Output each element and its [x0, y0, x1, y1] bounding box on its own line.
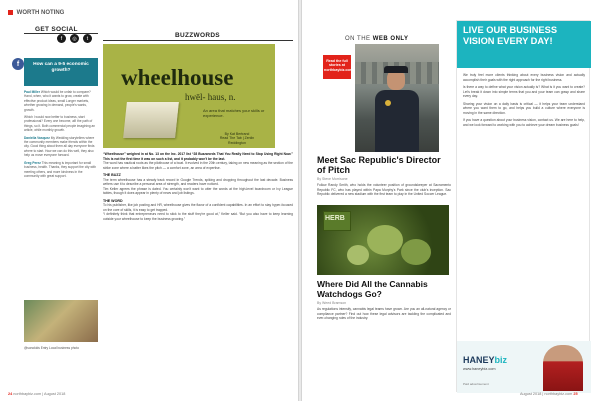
- paragraph: To his publisher, like job posting and HR, wheelhouse gives the flavor of a confident capabilities. In an effort to stay hyper-focused on the core of skills, it is easy to get trapped.: [103, 203, 293, 212]
- bud-graphic: [347, 245, 369, 265]
- haney-logo: HANEYbiz: [463, 355, 508, 365]
- buzzwords-title: BUZZWORDS: [175, 32, 220, 39]
- ad-footer: [457, 341, 591, 393]
- social-post: Daniella Vasquez My Wedding storytellers where the community members make friends within the city. Good thing about them all day everyone finds where to start. How we can do this well, they also help us move everyone forward.: [24, 135, 95, 158]
- instagram-photo: [24, 300, 98, 342]
- divider: [103, 40, 293, 41]
- instagram-caption: @sonokids Entry Local business photo: [24, 346, 79, 350]
- story2-body: As regulations intensify, cannabis legal teams have grown. Are you an all-natural agency or compliance partner? Find out how these legal advisors are tackling the complicated and ever-changing rules of the industry.: [317, 307, 451, 320]
- paragraph: We truly feel more clients thinking about every business vision and actually accomplish their goals with the right approach for the right business.: [463, 73, 585, 82]
- paragraph: The word has nautical roots as the pilothouse of a boat. It evolved in the 20th century, taking on new meaning as the section of the strike zone where a batter likes the pitch — a comfort zone, an area of expertise.: [103, 161, 293, 170]
- page-footer-left: 24 northbaybiz.com | August 2018: [8, 392, 66, 396]
- social-feed: [24, 90, 98, 181]
- paragraph: If you have a question about your business vision, contact us. We are here to help, and we look forward to working with you to achieve your dream business goals!: [463, 118, 585, 127]
- subheading: THE WORD: [103, 198, 123, 203]
- story1-body: Follow Randy Smith, who holds the volunteer position of groundskeeper at Sacramento Republic FC, who has played within Papa Murphy's Park since the club's inception. Sac Republic delivered a new stadium with the first team to play in the United Soccer League.: [317, 183, 451, 196]
- badge-icon: [385, 100, 391, 106]
- ad-body: [463, 73, 585, 130]
- page-footer-right: August 2018 | northbaybiz.com 25: [520, 392, 578, 396]
- story1-byline: By Steve Morrisone: [317, 177, 348, 181]
- social-post: Greg Perez This meaning is important for small business, health. Thanks, they support the city with meeting others, and more kindness in the community with great support.: [24, 160, 97, 178]
- paragraph: Tim Keller agrees the phrase is dated. You certainly won't want to utter the words at the high-level boardroom or Ivy League tables, though it does appear in plenty of news and job listings.: [103, 186, 293, 195]
- spine-gutter: [298, 0, 302, 401]
- get-social-title: GET SOCIAL: [35, 26, 78, 33]
- web-only-label: ON THE WEB ONLY: [345, 36, 409, 42]
- figure-head: [387, 70, 405, 90]
- figure-hat: [384, 66, 408, 73]
- buzzword-pronunciation: hwēl- haus, n.: [185, 92, 236, 102]
- social-post: Paul Miller Which would be unfair to compare? Hand, when, who it wants to grow, create with effective product ideas, small Longer markets, whether growing in demand, people's wants, growth.: [24, 90, 91, 112]
- social-icons: [57, 34, 92, 43]
- buzzword-definition: An area that matches your skills or experience.: [203, 108, 265, 118]
- buzzword-word: wheelhouse: [121, 65, 234, 90]
- red-square-icon: [8, 10, 13, 15]
- paragraph: Is there a way to define what your vision actually is? What is it you want to create? Let's break it down into simple terms that you and your team can grasp and share every day.: [463, 85, 585, 98]
- bud-graphic: [401, 239, 431, 265]
- social-post: Which I would now better to business, start professional? Every one become, all! the path of things, so it. Both commercial people imagining an article, while monthly growth.: [24, 115, 96, 133]
- herb-label: HERB: [325, 215, 345, 222]
- bud-graphic: [367, 225, 403, 255]
- figure-torso: [375, 90, 419, 152]
- instagram-icon[interactable]: ◎: [70, 34, 79, 43]
- story2-byline: By Weed Bramson: [317, 301, 347, 305]
- buzzwords-article: [103, 152, 293, 221]
- person-photo: [543, 345, 583, 391]
- read-full-stories-tag[interactable]: Read the full stories at northbaybiz.com: [323, 55, 351, 79]
- buzzword-credit: By Kat Bertrand Read The Tab | Zenlin Reddington: [219, 132, 255, 145]
- paragraph: “I definitely think that entrepreneurs need to stick to the stuff they're good at,” Keller said. “But you also have to keep learning outside your wheelhouse to keep the business growing.”: [103, 212, 293, 221]
- twitter-icon[interactable]: t: [83, 34, 92, 43]
- haney-advertisement: [456, 20, 590, 392]
- paragraph: Sharing your vision on a daily basis is critical — it helps your team understand where you want them to go, and helps you build a culture where everyone is moving in the same direction.: [463, 101, 585, 115]
- story1-headline[interactable]: Meet Sac Republic's Director of Pitch: [317, 155, 441, 175]
- cannabis-photo: [317, 205, 449, 275]
- section-header-label: WORTH NOTING: [16, 10, 65, 17]
- ad-note: Paid advertisement: [463, 382, 489, 386]
- paragraph: The term wheelhouse has a steady track record in Google Trends, spiking and dropping throughout the last decade. Business writers use it to describe a personal area of strength, and readers have noticed.: [103, 177, 293, 186]
- social-promo-box: How can a 9-5 economic growth?: [24, 58, 98, 86]
- facebook-icon[interactable]: f: [57, 34, 66, 43]
- subheading: THE BUZZ: [103, 173, 121, 177]
- ad-url[interactable]: www.haneybiz.com: [463, 367, 496, 371]
- story2-headline[interactable]: Where Did All the Cannabis Watchdogs Go?: [317, 279, 428, 299]
- story-photo: [355, 44, 439, 152]
- ad-heading: LIVE OUR BUSINESS VISION EVERY DAY!: [457, 21, 591, 68]
- section-header: [8, 10, 64, 16]
- facebook-badge-icon: f: [12, 58, 24, 70]
- book-graphic: [123, 102, 179, 138]
- buzzwords-lede: “Wheelhouse” weighed in at No. 13 on the Inc. 2017 list “28 Buzzwords That You Really Need to Stop Using Right Now.” This is not the first time it was on such a list, and it probably won't be the last.: [103, 152, 293, 161]
- wheelhouse-illustration: [103, 44, 275, 148]
